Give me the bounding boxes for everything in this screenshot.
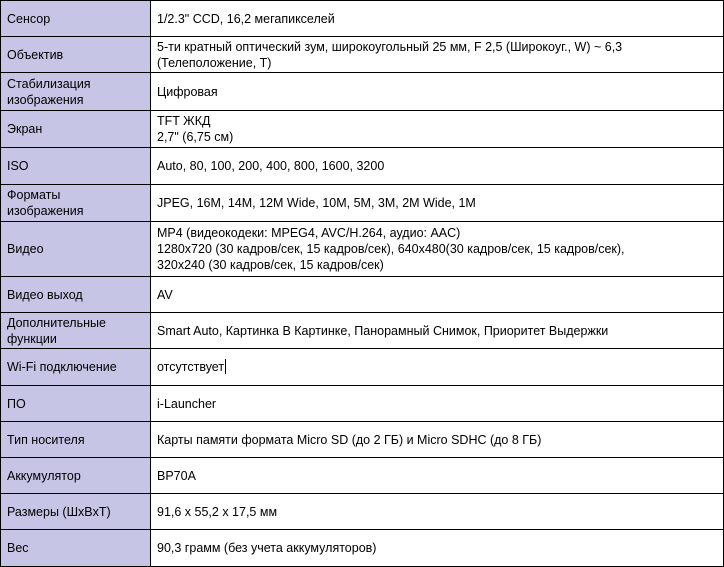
spec-value: Карты памяти формата Micro SD (до 2 ГБ) и Micro SDHC (до 8 ГБ): [151, 422, 724, 458]
spec-label: Экран: [1, 111, 151, 148]
spec-label: Тип носителя: [1, 422, 151, 458]
spec-label: Вес: [1, 530, 151, 567]
text-cursor-icon: [225, 359, 226, 374]
spec-value: BP70A: [151, 458, 724, 494]
spec-value: [151, 349, 724, 386]
spec-label: Wi-Fi подключение: [1, 349, 151, 386]
spec-value: Smart Auto, Картинка В Картинке, Панорамный Снимок, Приоритет Выдержки: [151, 313, 724, 349]
spec-value: 5-ти кратный оптический зум, широкоугольный 25 мм, F 2,5 (Широкоуг., W) ~ 6,3 (Телеположение, T): [151, 37, 724, 73]
spec-row-dimensions: [1, 494, 724, 530]
spec-row-stabilization: [1, 73, 724, 111]
spec-value: TFT ЖКД 2,7" (6,75 см): [151, 111, 724, 148]
spec-label: Размеры (ШxВxТ): [1, 494, 151, 530]
spec-row-lens: [1, 37, 724, 73]
spec-row-wifi: [1, 349, 724, 386]
spec-value: JPEG, 16M, 14M, 12M Wide, 10M, 5M, 3M, 2M Wide, 1M: [151, 185, 724, 222]
spec-row-iso: [1, 148, 724, 185]
spec-value: Цифровая: [151, 73, 724, 111]
spec-label: Аккумулятор: [1, 458, 151, 494]
spec-value: MP4 (видеокодеки: MPEG4, AVC/H.264, аудио: AAC) 1280x720 (30 кадров/сек, 15 кадров/сек), 640x480(30 кадров/сек, 15 кадров/сек), 320x240 (30 кадров/сек, 15 кадров/сек): [151, 222, 724, 277]
spec-value: AV: [151, 277, 724, 313]
spec-row-extra-features: [1, 313, 724, 349]
spec-value: Auto, 80, 100, 200, 400, 800, 1600, 3200: [151, 148, 724, 185]
spec-label: ISO: [1, 148, 151, 185]
spec-row-video: [1, 222, 724, 277]
spec-row-screen: [1, 111, 724, 148]
spec-row-software: [1, 386, 724, 422]
spec-value: 90,3 грамм (без учета аккумуляторов): [151, 530, 724, 567]
spec-label: Стабилизация изображения: [1, 73, 151, 111]
spec-label: Видео: [1, 222, 151, 277]
spec-value: 91,6 x 55,2 x 17,5 мм: [151, 494, 724, 530]
spec-label: ПО: [1, 386, 151, 422]
spec-label: Объектив: [1, 37, 151, 73]
spec-row-media-type: [1, 422, 724, 458]
spec-label: Форматы изображения: [1, 185, 151, 222]
spec-value: i-Launcher: [151, 386, 724, 422]
spec-label: Дополнительные функции: [1, 313, 151, 349]
spec-row-sensor: [1, 1, 724, 37]
spec-label: Сенсор: [1, 1, 151, 37]
spec-row-video-out: [1, 277, 724, 313]
spec-label: Видео выход: [1, 277, 151, 313]
spec-row-weight: [1, 530, 724, 567]
spec-value-text: отсутствует: [157, 360, 225, 374]
spec-row-battery: [1, 458, 724, 494]
spec-row-image-formats: [1, 185, 724, 222]
spec-value: 1/2.3" CCD, 16,2 мегапикселей: [151, 1, 724, 37]
